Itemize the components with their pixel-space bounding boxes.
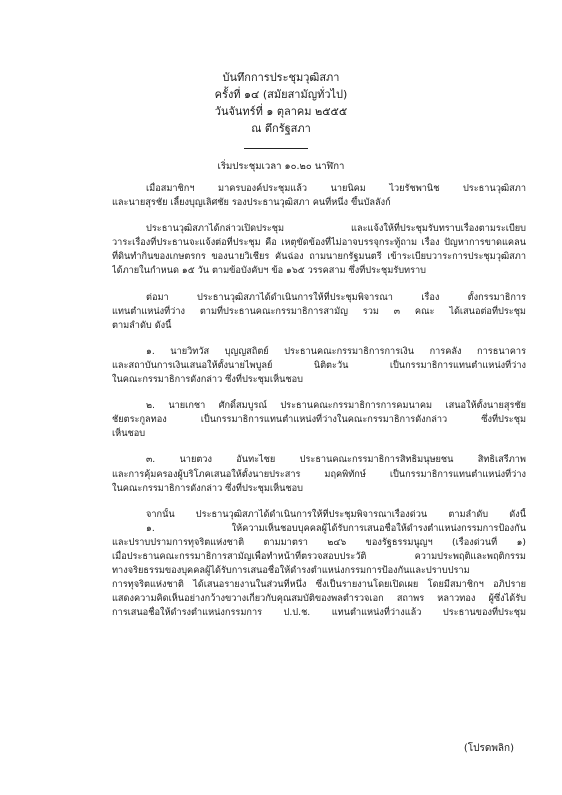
text-line: วาระเรื่องที่ประธานจะแจ้งต่อที่ประชุม คือ เหตุขัดข้องที่ไม่อาจบรรจุกระทู้ถาม เรื่อง ปัญหาการขาดแคลน	[112, 237, 526, 249]
paragraph-appointments-intro	[112, 291, 526, 333]
text-line: การเสนอชื่อให้ดำรงตำแหน่งกรรมการ ป.ป.ช. แทนตำแหน่งที่ว่างแล้ว ประธานของที่ประชุม	[112, 607, 526, 619]
paragraph-item-3	[112, 453, 526, 495]
text-line: ๑. นายวิทวัส บุญญสถิตย์ ประธานคณะกรรมาธิการการเงิน การคลัง การธนาคาร	[146, 345, 526, 357]
record-title: บันทึกการประชุมวุฒิสภา	[222, 71, 340, 84]
paragraph-item-2	[112, 399, 526, 441]
session-venue: ณ ตึกรัฐสภา	[251, 122, 311, 135]
text-line: จากนั้น ประธานวุฒิสภาได้ดำเนินการให้ที่ประชุมพิจารณาเรื่องด่วน ตามลำดับ ดังนี้	[146, 508, 526, 520]
record-body	[112, 182, 526, 632]
text-line: ๓. นายตวง อันทะไชย ประธานคณะกรรมาธิการสิทธิมนุษยชน สิทธิเสรีภาพ	[146, 454, 526, 466]
text-line: แสดงความคิดเห็นอย่างกว้างขวางเกี่ยวกับคุณสมบัติของพลตำรวจเอก สถาพร หลาวทอง ผู้ซึ่งได้รับ	[112, 593, 526, 605]
text-line: ในคณะกรรมาธิการดังกล่าว ซึ่งที่ประชุมเห็นชอบ	[112, 374, 303, 386]
text-line: ๑. ให้ความเห็นชอบบุคคลผู้ได้รับการเสนอชื่อให้ดำรงตำแหน่งกรรมการป้องกัน	[146, 522, 526, 534]
text-line: การทุจริตแห่งชาติ ได้เสนอรายงานในส่วนที่หนึ่ง ซึ่งเป็นรายงานโดยเปิดเผย โดยมีสมาชิกฯ อภิปราย	[112, 579, 526, 591]
text-line: ทางจริยธรรมของบุคคลผู้ได้รับการเสนอชื่อให้ดำรงตำแหน่งกรรมการป้องกันและปราบปราม	[112, 565, 470, 577]
text-line: ประธานวุฒิสภาได้กล่าวเปิดประชุม และแจ้งให้ที่ประชุมรับทราบเรื่องตามระเบียบ	[146, 223, 526, 235]
paragraph-urgent-matters	[112, 508, 526, 621]
text-line: ได้ภายในกำหนด ๑๕ วัน ตามข้อบังคับฯ ข้อ ๑๖๕ วรรคสาม ซึ่งที่ประชุมรับทราบ	[112, 265, 427, 277]
text-line: ที่ดินทำกินของเกษตรกร ของนายวิเชียร คันฉ่อง ถามนายกรัฐมนตรี เข้าระเบียบวาระการประชุมวุฒิสภา	[112, 251, 526, 263]
text-line: และการคุ้มครองผู้บริโภคเสนอให้ตั้งนายประสาร มฤคพิทักษ์ เป็นกรรมาธิการแทนตำแหน่งที่ว่าง	[112, 468, 526, 480]
text-line: ต่อมา ประธานวุฒิสภาได้ดำเนินการให้ที่ประชุมพิจารณา เรื่อง ตั้งกรรมาธิการ	[146, 291, 526, 303]
header-divider	[244, 148, 308, 149]
text-line: เมื่อสมาชิกฯ มาครบองค์ประชุมแล้ว นายนิคม ไวยรัชพานิช ประธานวุฒิสภา	[146, 183, 526, 194]
text-line: และปราบปรามการทุจริตแห่งชาติ ตามมาตรา ๒๔๖ ของรัฐธรรมนูญฯ (เรื่องด่วนที่ ๑)	[112, 536, 526, 548]
record-header	[0, 69, 562, 137]
text-line: เมื่อประธานคณะกรรมาธิการสามัญเพื่อทำหน้าที่ตรวจสอบประวัติ ความประพฤติและพฤติกรรม	[112, 550, 526, 562]
start-time: เริ่มประชุมเวลา ๑๐.๒๐ นาฬิกา	[217, 161, 345, 172]
paragraph-opening	[112, 182, 526, 210]
text-line: แทนตำแหน่งที่ว่าง ตามที่ประธานคณะกรรมาธิการสามัญ รวม ๓ คณะ ได้เสนอต่อที่ประชุม	[112, 305, 526, 317]
session-number: ครั้งที่ ๑๔ (สมัยสามัญทั่วไป)	[214, 88, 348, 101]
text-line: ตามลำดับ ดังนี้	[112, 319, 172, 331]
turn-page-note: (โปรดพลิก)	[463, 743, 514, 754]
text-line: และสถาบันการเงินเสนอให้ตั้งนายไพบูลย์ นิติตะวัน เป็นกรรมาธิการแทนตำแหน่งที่ว่าง	[112, 359, 526, 371]
text-line: ๒. นายเกชา ศักดิ์สมบูรณ์ ประธานคณะกรรมาธิการการคมนาคม เสนอให้ตั้งนายสุรชัย	[146, 400, 526, 412]
text-line: ในคณะกรรมาธิการดังกล่าว ซึ่งที่ประชุมเห็นชอบ	[112, 482, 303, 494]
text-line: ชัยตระกูลทอง เป็นกรรมาธิการแทนตำแหน่งที่ว่างในคณะกรรมาธิการดังกล่าว ซึ่งที่ประชุม	[112, 414, 526, 426]
paragraph-announcement	[112, 222, 526, 278]
text-line: และนายสุรชัย เลี้ยงบุญเลิศชัย รองประธานวุฒิสภา คนที่หนึ่ง ขึ้นบัลลังก์	[112, 197, 391, 209]
session-date: วันจันทร์ที่ ๑ ตุลาคม ๒๕๕๕	[214, 105, 348, 118]
paragraph-item-1	[112, 345, 526, 387]
text-line: เห็นชอบ	[112, 428, 146, 440]
